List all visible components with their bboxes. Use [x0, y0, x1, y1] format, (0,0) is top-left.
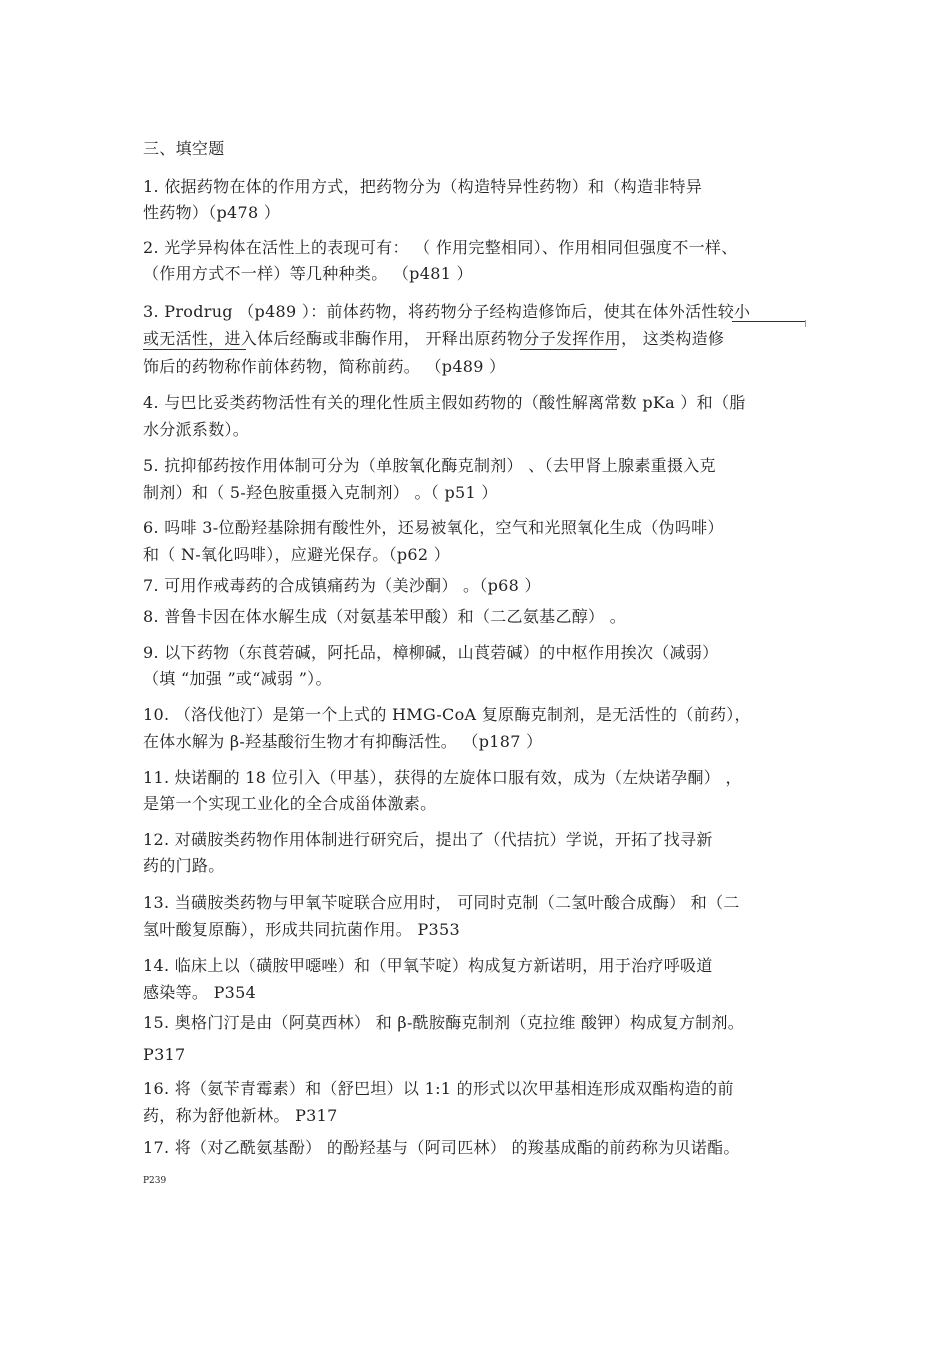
item-16-line-2: 药，称为舒他新林。 P317 [143, 1106, 338, 1125]
item-11-line-2: 是第一个实现工业化的全合成甾体激素。 [143, 794, 437, 813]
item-1-line-1: 1. 依据药物在体的作用方式，把药物分为（构造特异性药物）和（构造非特异 [143, 177, 703, 196]
item-4-line-2: 水分派系数）。 [143, 420, 250, 439]
item-6-line-2: 和（ N-氧化吗啡），应避光保存。（p62 ） [143, 545, 451, 564]
item-5-line-1: 5. 抗抑郁药按作用体制可分为（单胺氧化酶克制剂） 、（去甲肾上腺素重摄入克 [143, 456, 716, 475]
section-heading: 三、填空题 [143, 139, 225, 158]
underline-mark [732, 321, 805, 322]
page-reference: P239 [143, 1176, 167, 1186]
item-14-line-1: 14. 临床上以（磺胺甲噁唑）和（甲氧苄啶）构成复方新诺明，用于治疗呼吸道 [143, 956, 713, 975]
underline-mark [143, 349, 246, 350]
item-12-line-1: 12. 对磺胺类药物作用体制进行研究后，提出了（代拮抗）学说，开拓了找寻新 [143, 830, 713, 849]
item-12-line-2: 药的门路。 [143, 856, 225, 875]
item-15-line-1: 15. 奥格门汀是由（阿莫西林） 和 β-酰胺酶克制剂（克拉维 酸钾）构成复方制剂。 [143, 1013, 745, 1032]
item-15-line-2: P317 [143, 1045, 186, 1064]
item-10-line-2: 在体水解为 β-羟基酸衍生物才有抑酶活性。 （p187 ） [143, 732, 543, 751]
item-11-line-1: 11. 炔诺酮的 18 位引入（甲基），获得的左旋体口服有效，成为（左炔诺孕酮） ， [143, 768, 742, 787]
item-10-line-1: 10. （洛伐他汀）是第一个上式的 HMG-CoA 复原酶克制剂，是无活性的（前药）， [143, 705, 751, 724]
item-13-line-1: 13. 当磺胺类药物与甲氧苄啶联合应用时， 可同时克制（二氢叶酸合成酶） 和（二 [143, 893, 740, 912]
item-17: 17. 将（对乙酰氨基酚） 的酚羟基与（阿司匹林） 的羧基成酯的前药称为贝诺酯。 [143, 1138, 740, 1157]
margin-mark [805, 320, 806, 327]
item-7: 7. 可用作戒毒药的合成镇痛药为（美沙酮） 。（p68 ） [143, 576, 541, 595]
item-2-line-1: 2. 光学异构体在活性上的表现可有： （ 作用完整相同）、作用相同但强度不一样、 [143, 238, 738, 257]
item-9-line-2: （填 “加强 ”或“减弱 ”）。 [143, 669, 332, 688]
item-4-line-1: 4. 与巴比妥类药物活性有关的理化性质主假如药物的（酸性解离常数 pKa ）和（脂 [143, 393, 746, 412]
item-6-line-1: 6. 吗啡 3-位酚羟基除拥有酸性外，还易被氧化，空气和光照氧化生成（伪吗啡） [143, 518, 724, 537]
item-16-line-1: 16. 将（氨苄青霉素）和（舒巴坦）以 1:1 的形式以次甲基相连形成双酯构造的前 [143, 1079, 734, 1098]
underline-mark [520, 349, 617, 350]
item-8: 8. 普鲁卡因在体水解生成（对氨基苯甲酸）和（二乙氨基乙醇） 。 [143, 607, 627, 626]
item-3-line-2: 或无活性，进入体后经酶或非酶作用， 开释出原药物分子发挥作用， 这类构造修 [143, 329, 725, 348]
item-1-line-2: 性药物）（p478 ） [143, 203, 281, 222]
item-3-line-3: 饰后的药物称作前体药物，简称前药。 （p489 ） [143, 357, 506, 376]
item-9-line-1: 9. 以下药物（东莨菪碱，阿托品，樟柳碱，山莨菪碱）的中枢作用挨次（减弱） [143, 643, 719, 662]
item-14-line-2: 感染等。 P354 [143, 983, 257, 1002]
item-5-line-2: 制剂）和（ 5-羟色胺重摄入克制剂） 。（ p51 ） [143, 483, 498, 502]
item-2-line-2: （作用方式不一样）等几种种类。 （p481 ） [143, 264, 473, 283]
item-13-line-2: 氢叶酸复原酶），形成共同抗菌作用。 P353 [143, 920, 460, 939]
item-3-line-1: 3. Prodrug （p489 ）：前体药物，将药物分子经构造修饰后，使其在体外活性较小 [143, 302, 751, 321]
